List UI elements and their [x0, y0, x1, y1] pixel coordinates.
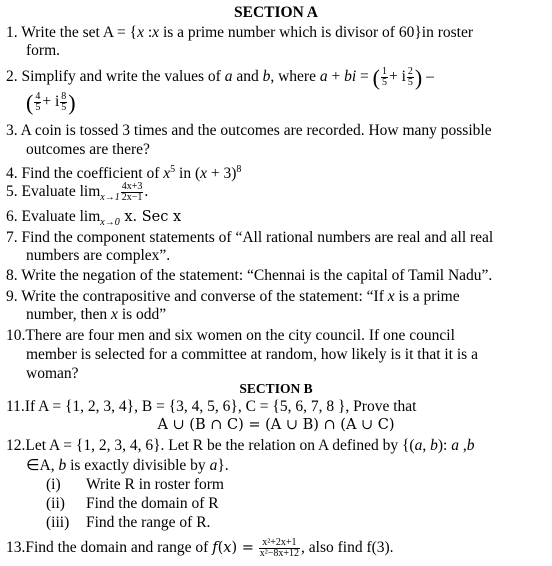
question-12-item: (iii) Find the range of R.	[46, 514, 211, 531]
section-a-heading: SECTION A	[234, 4, 318, 21]
question-9-cont: number, then x is odd”	[26, 306, 167, 323]
question-10-cont2: woman?	[26, 365, 79, 382]
fraction: $\frac{1}{5}$	[381, 66, 387, 88]
question-10-cont: member is selected for a committee at random, how likely is it that it is a	[26, 346, 478, 363]
question-3: 3. A coin is tossed 3 times and the outcomes are recorded. How many possible	[6, 122, 492, 139]
fraction: $\frac{\text{x²+2x+1}}{\text{x²−8x+12}}$	[259, 537, 300, 559]
question-11-equation: A ∪ (B ∩ C) = (A ∪ B) ∩ (A ∪ C)	[157, 417, 395, 433]
question-4: 4. Find the coefficient of $x^5$ in $(x + 3)^8$	[6, 164, 242, 183]
question-12-item: (i) Write R in roster form	[46, 476, 224, 493]
question-3-cont: outcomes are there?	[26, 141, 150, 158]
question-13: 13.Find the domain and range of f(x) = $\frac{\text{x²+2x+1}}{\text{x²−8x+12}}$ , also find f(3).	[6, 537, 394, 559]
question-12-item: (ii) Find the domain of R	[46, 495, 219, 512]
question-10: 10.There are four men and six women on the city council. If one council	[6, 327, 455, 344]
fraction: $\frac{2}{5}$	[407, 66, 413, 88]
question-12-cont: ∈A, b is exactly divisible by a}.	[26, 457, 229, 474]
fraction: $\frac{4x+3}{2x-1}$	[121, 181, 143, 203]
question-7-cont: numbers are complex”.	[26, 247, 171, 264]
question-2-cont: ( $\frac{4}{5}$ + i $\frac{8}{5}$ )	[26, 90, 76, 115]
question-1-cont: form.	[26, 42, 61, 59]
question-7: 7. Find the component statements of “All rational numbers are real and all real	[6, 229, 494, 246]
question-1: 1. Write the set A = {x :x is a prime number which is divisor of 60}in roster	[6, 24, 474, 41]
fraction: $\frac{8}{5}$	[61, 91, 67, 113]
question-2: 2. Simplify and write the values of a and b, where a + bi = ( $\frac{1}{5}$ + i $\frac{2}{5}$ ) –	[6, 65, 434, 90]
question-5: 5. Evaluate $\lim_{x\to 1}$ $\frac{4x+3}{2x-1}$ .	[6, 181, 149, 204]
section-b-heading: SECTION B	[239, 381, 313, 396]
question-12: 12.Let A = {1, 2, 3, 4, 6}. Let R be the relation on A defined by {(a, b): a ,b	[6, 437, 475, 454]
question-6: 6. Evaluate $\lim_{x\to 0} x$. Sec x	[6, 208, 182, 229]
question-9: 9. Write the contrapositive and converse of the statement: “If x is a prime	[6, 288, 460, 305]
fraction: $\frac{4}{5}$	[35, 91, 41, 113]
question-11: 11.If A = {1, 2, 3, 4}, B = {3, 4, 5, 6}, C = {5, 6, 7, 8 }, Prove that	[6, 398, 417, 415]
question-8: 8. Write the negation of the statement: “Chennai is the capital of Tamil Nadu”.	[6, 267, 493, 284]
